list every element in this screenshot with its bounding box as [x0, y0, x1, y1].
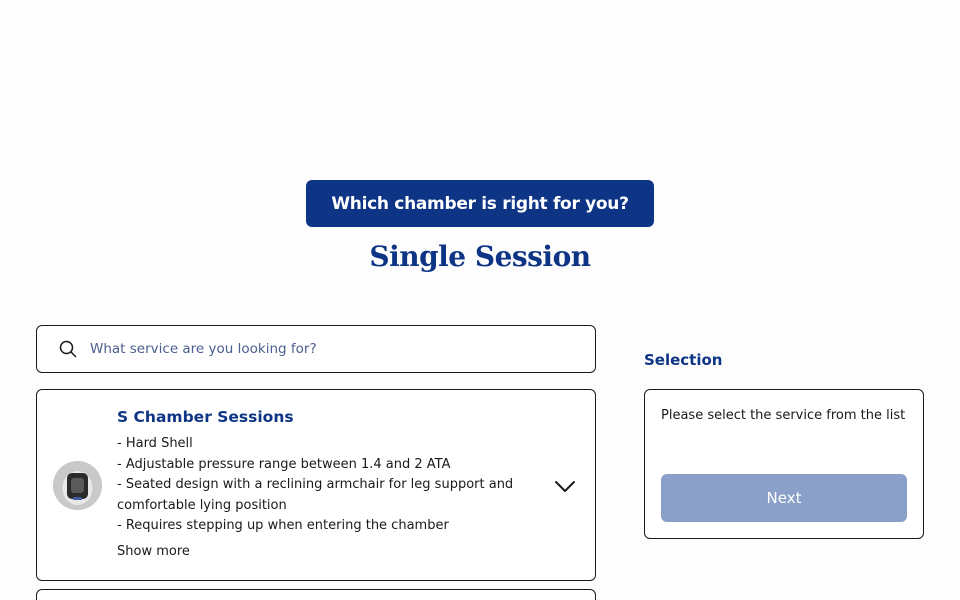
next-button[interactable]: Next	[661, 474, 907, 522]
service-title: S Chamber Sessions	[117, 408, 294, 426]
show-more-link[interactable]: Show more	[117, 544, 190, 559]
selection-heading: Selection	[644, 351, 723, 369]
search-icon	[58, 339, 78, 359]
chamber-guide-button[interactable]: Which chamber is right for you?	[306, 180, 653, 227]
service-image	[53, 461, 102, 510]
service-card-next[interactable]	[36, 589, 596, 600]
service-feature-list	[117, 434, 537, 537]
chevron-down-icon[interactable]	[553, 474, 577, 498]
service-feature: - Adjustable pressure range between 1.4 and 2 ATA	[117, 456, 451, 472]
page-title: Single Session	[369, 240, 591, 273]
service-feature: - Requires stepping up when entering the chamber	[117, 518, 449, 533]
search-box[interactable]	[36, 325, 596, 373]
search-input[interactable]	[90, 341, 570, 357]
cta-wrapper	[0, 180, 960, 227]
selection-message: Please select the service from the list	[661, 408, 906, 423]
service-card-s-chamber[interactable]	[36, 389, 596, 581]
service-feature: - Seated design with a reclining armchair for leg support and comfortable lying position	[117, 477, 514, 513]
selection-panel	[644, 389, 924, 539]
service-feature: - Hard Shell	[117, 436, 193, 451]
